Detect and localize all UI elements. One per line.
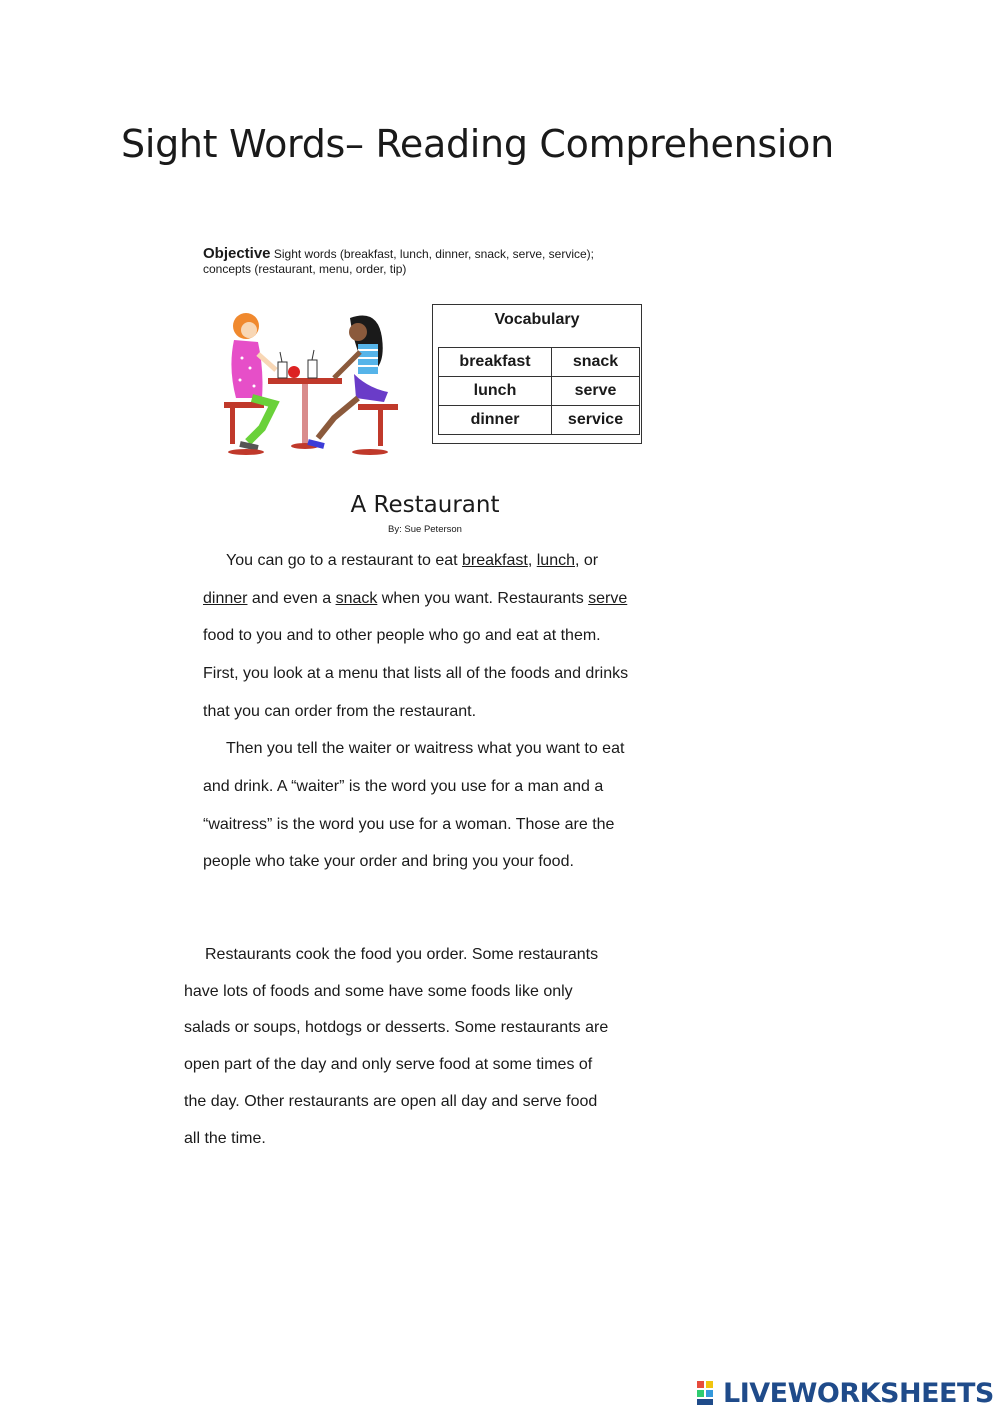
story-line: “waitress” is the word you use for a woman. Those are the [203,816,615,833]
story-line: people who take your order and bring you your food. [203,853,574,870]
vocabulary-box [432,304,642,444]
vocabulary-word: serve [552,377,640,406]
liveworksheets-logo-icon [697,1381,723,1405]
story-line: all the time. [184,1130,266,1147]
vocabulary-table [438,347,640,435]
story-line: food to you and to other people who go and eat at them. [203,627,601,644]
vocabulary-word: dinner [439,406,552,435]
objective [203,246,643,277]
text-run: , [527,552,537,569]
objective-line-2: concepts (restaurant, menu, order, tip) [203,262,407,276]
objective-label: Objective [203,245,271,262]
story-line: open part of the day and only serve food at some times of [184,1056,593,1073]
vocabulary-word: service [552,406,640,435]
vocabulary-word: breakfast [439,348,552,377]
text-run: and even a [247,590,336,607]
vocabulary-word: lunch [439,377,552,406]
page-title: Sight Words– Reading Comprehension [121,122,834,166]
vocabulary-word: snack [552,348,640,377]
story-author: By: Sue Peterson [388,524,462,535]
story-title: A Restaurant [350,492,500,518]
vocab-word-dinner: dinner [203,590,248,607]
story-line: and drink. A “waiter” is the word you use for a man and a [203,778,604,795]
vocabulary-row [439,406,640,435]
story-line: the day. Other restaurants are open all day and serve food [184,1093,598,1110]
story-line: Then you tell the waiter or waitress what you want to eat [226,740,625,757]
vocabulary-title: Vocabulary [494,311,580,328]
restaurant-illustration [218,308,400,460]
text-run: when you want. Restaurants [377,590,589,607]
text-run: , or [574,552,599,569]
objective-line-1: Sight words (breakfast, lunch, dinner, snack, serve, service); [273,247,595,261]
vocabulary-row [439,348,640,377]
vocab-word-breakfast: breakfast [462,552,528,569]
story-line: that you can order from the restaurant. [203,703,477,720]
story-line [203,590,627,608]
story-line: have lots of foods and some have some foods like only [184,983,573,1000]
vocab-word-serve: serve [588,590,628,607]
vocabulary-row [439,377,640,406]
story-line: Restaurants cook the food you order. Some restaurants [205,946,599,963]
vocab-word-lunch: lunch [536,552,575,569]
story-line [226,552,598,570]
liveworksheets-logo-text: LIVEWORKSHEETS [723,1377,994,1409]
vocab-word-snack: snack [335,590,378,607]
text-run: You can go to a restaurant to eat [226,552,463,569]
story-line: First, you look at a menu that lists all of the foods and drinks [203,665,629,682]
story-line: salads or soups, hotdogs or desserts. Some restaurants are [184,1019,609,1036]
liveworksheets-logo [697,1378,994,1408]
